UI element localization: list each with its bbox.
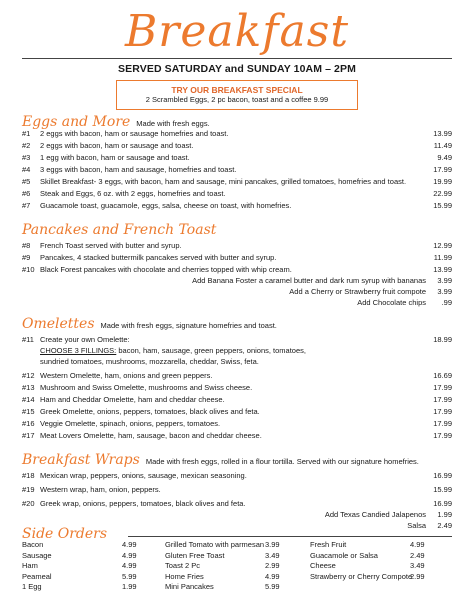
item-price: 17.99 — [433, 165, 452, 174]
section-subtitle: Made with fresh eggs. — [136, 119, 210, 128]
item-price: 13.99 — [433, 265, 452, 274]
item-description: Veggie Omelette, spinach, onions, peppers, tomatoes. — [40, 419, 221, 428]
menu-item — [22, 484, 452, 495]
fillings-line: sundried tomatoes, mushrooms, mozzarella, cheddar, Swiss, feta. — [40, 357, 259, 366]
item-number: #11 — [22, 335, 34, 344]
item-description: Guacamole toast, guacamole, eggs, salsa, cheese on toast, with homefries. — [40, 201, 292, 210]
section-subtitle: Made with fresh eggs, rolled in a flour tortilla. Served with our signature homefries. — [145, 457, 419, 466]
menu-item — [22, 176, 452, 187]
side-item — [22, 561, 142, 572]
menu-item — [22, 240, 452, 251]
item-description: Steak and Eggs, 6 oz. with 2 eggs, homefries and toast. — [40, 189, 226, 198]
top-divider — [22, 58, 452, 59]
item-description: Mexican wrap, peppers, onions, sausage, mexican seasoning. — [40, 471, 247, 480]
section-title: Pancakes and French Toast — [22, 222, 217, 238]
addon-label: Salsa — [407, 521, 426, 530]
sides-column-2 — [165, 540, 295, 593]
side-item — [310, 551, 452, 562]
item-price: 13.99 — [433, 129, 452, 138]
menu-item — [22, 200, 452, 211]
addon-label: Add Chocolate chips — [357, 298, 426, 307]
side-name: Guacamole or Salsa — [310, 550, 378, 560]
item-price: 16.99 — [433, 471, 452, 480]
section-wraps-header — [22, 452, 419, 468]
item-price: 11.99 — [433, 253, 452, 262]
side-item — [310, 540, 452, 551]
side-price: 4.99 — [265, 571, 280, 581]
special-title: TRY OUR BREAKFAST SPECIAL — [171, 85, 303, 95]
item-price: 17.99 — [433, 431, 452, 440]
sides-column-1 — [22, 540, 142, 593]
side-item — [165, 540, 295, 551]
side-item — [165, 582, 295, 593]
addon-price: 3.99 — [437, 287, 452, 296]
breakfast-special-box — [116, 80, 358, 110]
section-title: Omelettes — [22, 316, 95, 332]
menu-item — [22, 498, 452, 509]
item-description: Pancakes, 4 stacked buttermilk pancakes served with butter and syrup. — [40, 253, 277, 262]
item-description: Meat Lovers Omelette, ham, sausage, bacon and cheddar cheese. — [40, 431, 262, 440]
sides-column-3 — [310, 540, 452, 582]
side-price: 5.99 — [122, 571, 137, 581]
side-price: 4.99 — [122, 550, 137, 560]
item-description: Mushroom and Swiss Omelette, mushrooms and Swiss cheese. — [40, 383, 253, 392]
item-price: 17.99 — [433, 419, 452, 428]
item-price: 16.69 — [433, 371, 452, 380]
menu-item — [22, 264, 452, 275]
side-price: 3.49 — [265, 550, 280, 560]
side-name: 1 Egg — [22, 582, 42, 591]
side-price: 2.99 — [410, 571, 425, 581]
item-description: 2 eggs with bacon, ham or sausage homefries and toast. — [40, 129, 229, 138]
item-price: 9.49 — [437, 153, 452, 162]
addon-label: Add Banana Foster a caramel butter and dark rum syrup with bananas — [192, 276, 426, 285]
item-number: #2 — [22, 141, 31, 150]
side-name: Toast 2 Pc — [165, 561, 201, 570]
item-number: #14 — [22, 395, 35, 404]
item-number: #18 — [22, 471, 35, 480]
item-description: French Toast served with butter and syrup. — [40, 241, 182, 250]
item-number: #3 — [22, 153, 31, 162]
section-title: Eggs and More — [22, 114, 131, 130]
side-price: 2.99 — [265, 561, 280, 570]
addon-label: Add Texas Candied Jalapenos — [324, 510, 426, 519]
side-price: 2.49 — [410, 550, 425, 560]
side-price: 3.49 — [410, 561, 425, 570]
menu-item — [22, 252, 452, 263]
item-number: #4 — [22, 165, 31, 174]
item-number: #20 — [22, 499, 35, 508]
side-item — [22, 551, 142, 562]
side-item — [310, 572, 452, 583]
item-description: Ham and Cheddar Omelette, ham and cheddar cheese. — [40, 395, 225, 404]
item-price: 17.99 — [433, 395, 452, 404]
item-number: #15 — [22, 407, 35, 416]
side-name: Bacon — [22, 540, 44, 549]
item-number: #12 — [22, 371, 35, 380]
side-name: Cheese — [310, 561, 336, 570]
menu-item — [22, 470, 452, 481]
item-number: #9 — [22, 253, 31, 262]
item-price: 16.99 — [433, 499, 452, 508]
item-number: #6 — [22, 189, 31, 198]
menu-item — [22, 418, 452, 429]
menu-item — [22, 188, 452, 199]
item-number: #13 — [22, 383, 35, 392]
menu-item — [22, 140, 452, 151]
fillings-line: CHOOSE 3 FILLINGS: bacon, ham, sausage, green peppers, onions, tomatoes, — [40, 346, 306, 355]
side-item — [165, 551, 295, 562]
menu-item — [22, 152, 452, 163]
section-omelettes-header — [22, 316, 277, 332]
item-description: 3 eggs with bacon, ham and sausage, homefries and toast. — [40, 165, 237, 174]
side-item — [22, 582, 142, 593]
section-title: Side Orders — [22, 526, 108, 542]
page-title: Breakfast — [124, 6, 350, 57]
side-price: 3.99 — [265, 540, 280, 549]
addon-price: 2.49 — [437, 521, 452, 530]
item-description: Greek Omelette, onions, peppers, tomatoes, black olives and feta. — [40, 407, 260, 416]
section-subtitle: Made with fresh eggs, signature homefries and toast. — [100, 321, 277, 330]
addon-row — [22, 510, 452, 520]
item-description: Create your own Omelette: — [40, 335, 130, 344]
fillings-label: CHOOSE 3 FILLINGS: — [40, 346, 117, 355]
item-number: #16 — [22, 419, 35, 428]
addon-row — [22, 298, 452, 308]
item-price: 18.99 — [433, 335, 452, 344]
side-name: Peameal — [22, 571, 52, 581]
item-price: 11.49 — [433, 141, 452, 150]
addon-row — [22, 276, 452, 286]
serving-hours: SERVED SATURDAY and SUNDAY 10AM – 2PM — [118, 63, 356, 75]
item-number: #1 — [22, 129, 31, 138]
item-description: Western wrap, ham, onion, peppers. — [40, 485, 161, 494]
menu-item — [22, 164, 452, 175]
side-name: Sausage — [22, 550, 52, 560]
side-price: 1.99 — [122, 582, 137, 591]
item-description: Greek wrap, onions, peppers, tomatoes, black olives and feta. — [40, 499, 246, 508]
item-number: #17 — [22, 431, 35, 440]
item-number: #5 — [22, 177, 31, 186]
section-pancakes-header — [22, 222, 222, 238]
menu-item — [22, 406, 452, 417]
menu-item — [22, 430, 452, 441]
item-description: 2 eggs with bacon, ham or sausage and toast. — [40, 141, 194, 150]
item-number: #7 — [22, 201, 31, 210]
side-item — [165, 561, 295, 572]
item-number: #19 — [22, 485, 35, 494]
sides-divider — [128, 536, 452, 537]
item-price: 15.99 — [433, 201, 452, 210]
item-price: 17.99 — [433, 383, 452, 392]
addon-price: .99 — [441, 298, 452, 307]
item-description: Western Omelette, ham, onions and green peppers. — [40, 371, 213, 380]
item-number: #8 — [22, 241, 31, 250]
special-description: 2 Scrambled Eggs, 2 pc bacon, toast and a coffee 9.99 — [145, 95, 329, 104]
addon-price: 3.99 — [437, 276, 452, 285]
addon-label: Add a Cherry or Strawberry fruit compote — [289, 287, 426, 296]
menu-item — [22, 128, 452, 139]
side-price: 4.99 — [122, 540, 137, 549]
section-title: Breakfast Wraps — [22, 452, 140, 468]
side-item — [22, 572, 142, 583]
side-name: Mini Pancakes — [165, 582, 214, 591]
side-name: Grilled Tomato with parmesan — [165, 540, 265, 549]
item-description: 1 egg with bacon, ham or sausage and toast. — [40, 153, 190, 162]
side-item — [165, 572, 295, 583]
side-item — [22, 540, 142, 551]
item-price: 15.99 — [433, 485, 452, 494]
item-number: #10 — [22, 265, 35, 274]
item-description: Black Forest pancakes with chocolate and cherries topped with whip cream. — [40, 265, 292, 274]
side-item — [310, 561, 452, 572]
side-price: 4.99 — [122, 561, 137, 570]
side-name: Ham — [22, 561, 38, 570]
menu-item — [22, 370, 452, 381]
item-price: 12.99 — [433, 241, 452, 250]
side-name: Strawberry or Cherry Compote — [310, 571, 413, 581]
side-name: Fresh Fruit — [310, 540, 347, 549]
item-price: 19.99 — [433, 177, 452, 186]
side-price: 5.99 — [265, 582, 280, 591]
item-description: Skillet Breakfast- 3 eggs, with bacon, ham and sausage, mini pancakes, grilled tomatoes, homefries and toast. — [40, 177, 407, 186]
side-name: Gluten Free Toast — [165, 550, 225, 560]
item-price: 22.99 — [433, 189, 452, 198]
addon-price: 1.99 — [437, 510, 452, 519]
menu-item — [22, 382, 452, 393]
addon-row — [22, 287, 452, 297]
item-price: 17.99 — [433, 407, 452, 416]
side-price: 4.99 — [410, 540, 425, 549]
menu-item — [22, 334, 452, 345]
menu-item — [22, 394, 452, 405]
side-name: Home Fries — [165, 571, 204, 581]
